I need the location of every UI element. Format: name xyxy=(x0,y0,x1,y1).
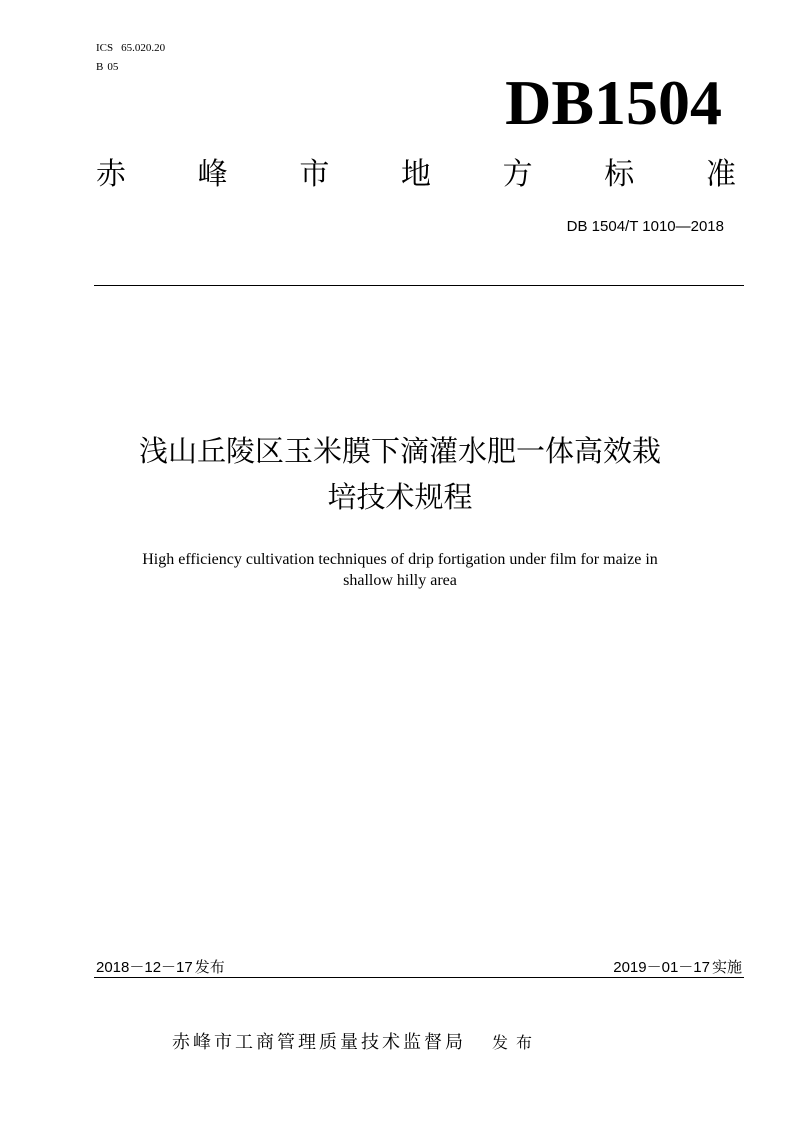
standard-type-char: 地 xyxy=(400,157,431,192)
issue-date-label: 发布 xyxy=(194,959,225,976)
ics-label: ICS xyxy=(96,42,114,54)
standard-type-char: 标 xyxy=(604,157,635,192)
ccs-classification xyxy=(96,60,118,74)
title-cn-line2: 培技术规程 xyxy=(327,480,473,514)
standard-code: DB1504 xyxy=(505,67,722,138)
issuer-name: 赤峰市工商管理质量技术监督局 xyxy=(172,1032,466,1053)
standard-type-heading xyxy=(96,155,736,195)
bottom-divider xyxy=(94,977,744,978)
standard-type-char: 峰 xyxy=(197,157,228,192)
standard-type-char: 市 xyxy=(299,157,330,192)
ics-value: 65.020.20 xyxy=(121,42,166,54)
implementation-date xyxy=(613,958,742,978)
implementation-date-value: 2019－01－17 xyxy=(613,959,710,976)
standard-type-char: 方 xyxy=(502,157,533,192)
ccs-value: 05 xyxy=(107,61,119,73)
standard-type-char: 赤 xyxy=(96,157,126,192)
issuer-action: 发布 xyxy=(492,1033,541,1052)
issuer-line xyxy=(172,1028,540,1054)
top-divider xyxy=(94,285,744,286)
title-en-line1: High efficiency cultivation techniques of drip fortigation under film for maize in xyxy=(142,551,658,568)
document-title-en xyxy=(70,549,730,591)
title-en-line2: shallow hilly area xyxy=(343,572,457,589)
document-title-cn xyxy=(60,428,740,520)
issue-date-value: 2018－12－17 xyxy=(96,959,193,976)
title-cn-line1: 浅山丘陵区玉米膜下滴灌水肥一体高效栽 xyxy=(138,434,661,468)
ccs-label: B xyxy=(96,61,104,73)
ics-classification xyxy=(96,41,165,55)
standard-type-char: 准 xyxy=(705,157,736,192)
implementation-date-label: 实施 xyxy=(711,959,742,976)
issue-date xyxy=(96,958,225,978)
standard-number: DB 1504/T 1010—2018 xyxy=(566,218,724,235)
